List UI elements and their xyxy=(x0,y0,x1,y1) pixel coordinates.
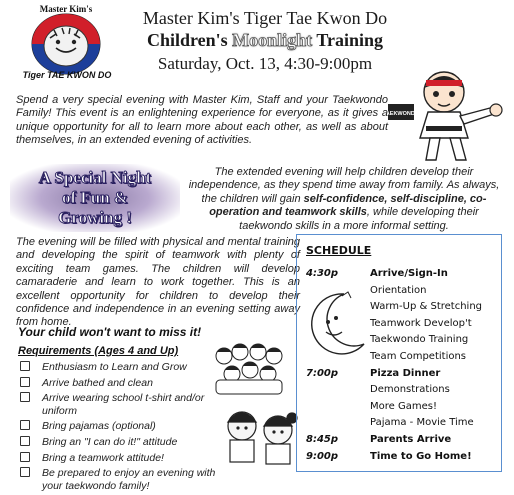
schedule-row xyxy=(306,401,496,415)
requirement-text: Bring an "I can do it!" attitude xyxy=(42,435,178,448)
requirement-item xyxy=(18,392,228,417)
header-school-name: Master Kim's Tiger Tae Kwon Do xyxy=(142,8,388,28)
checkbox-bullet-icon xyxy=(20,452,30,462)
title-post: Training xyxy=(312,30,384,50)
schedule-row xyxy=(306,368,496,382)
schedule-time: 4:30p xyxy=(306,268,339,279)
checkbox-bullet-icon xyxy=(20,467,30,477)
extended-pre: The extended evening will help children develop their independence, as they spend time away from family. As always, the children will gain xyxy=(188,166,500,205)
intro-paragraph: Spend a very special evening with Master Kim, Staff and your Taekwondo Family! This event is an enlightening experience for everyone, as it gives a unique opportunity for all to learn more about each other, as well as about themselves, in an extended evening of activities. xyxy=(16,94,388,147)
extended-paragraph xyxy=(186,166,502,233)
special-night-banner xyxy=(10,164,180,232)
checkbox-bullet-icon xyxy=(20,420,30,430)
header-event-title xyxy=(120,30,410,51)
checkbox-bullet-icon xyxy=(20,392,30,402)
checkbox-bullet-icon xyxy=(20,361,30,371)
title-pre: Children's xyxy=(146,30,233,50)
schedule-event: More Games! xyxy=(370,400,437,412)
schedule-event: Team Competitions xyxy=(370,351,467,362)
schedule-row xyxy=(306,318,496,332)
evening-paragraph: The evening will be filled with physical and mental training and developing the spirit of teamwork with plenty of exciting team games. The children will develop camaraderie and learn to work together. This is an excellent opportunity for children to develop their confidence and independence in an evening setting away from home. xyxy=(16,236,300,329)
schedule-time: 7:00p xyxy=(306,367,339,379)
schedule-title: SCHEDULE xyxy=(306,244,372,257)
schedule-row xyxy=(306,434,496,448)
banner-line-2: of Fun & xyxy=(61,188,129,207)
schedule-event: Parents Arrive xyxy=(370,434,452,445)
kids-group-icon xyxy=(210,340,288,396)
extended-post: , while developing their taekwondo skills in a more informal setting. xyxy=(239,206,479,232)
schedule-time: 9:00p xyxy=(306,450,339,462)
logo-top-text: Master Kim's xyxy=(39,4,93,14)
requirement-text: Bring a teamwork attitude! xyxy=(42,451,164,464)
requirement-item xyxy=(18,436,228,449)
requirement-item xyxy=(18,377,228,390)
requirements-title: Requirements (Ages 4 and Up) xyxy=(18,345,179,357)
schedule-row xyxy=(306,268,496,282)
schedule-row xyxy=(306,334,496,348)
schedule-row xyxy=(306,301,496,315)
schedule-event: Teamwork Develop't xyxy=(370,317,472,329)
checkbox-bullet-icon xyxy=(20,436,30,446)
schedule-event: Pizza Dinner xyxy=(370,367,441,379)
tagline: Your child won't want to miss it! xyxy=(18,325,202,339)
schedule-row xyxy=(306,351,496,365)
checkbox-bullet-icon xyxy=(20,377,30,387)
banner-line-3: Growing ! xyxy=(58,208,132,227)
schedule-event: Arrive/Sign-In xyxy=(370,268,448,279)
schedule-event: Pajama - Movie Time xyxy=(370,417,474,429)
schedule-row xyxy=(306,451,496,465)
schedule-event: Time to Go Home! xyxy=(370,450,472,462)
schedule-event: Orientation xyxy=(370,284,427,296)
schedule-row xyxy=(306,417,496,431)
schedule-event: Demonstrations xyxy=(370,384,450,396)
requirement-text: Arrive bathed and clean xyxy=(42,376,153,389)
schedule-time: 8:45p xyxy=(306,434,339,445)
requirement-text: Arrive wearing school t-shirt and/or uniform xyxy=(42,392,205,417)
title-moonlight: Moonlight xyxy=(232,30,313,50)
schedule-event: Taekwondo Training xyxy=(370,334,469,346)
extended-bold: self-confidence, self-discipline, co-operation and teamwork skills xyxy=(209,192,487,219)
requirement-text: Be prepared to enjoy an evening with your taekwondo family! xyxy=(42,467,216,492)
requirement-item xyxy=(18,452,228,465)
schedule-row xyxy=(306,285,496,299)
kid-badge-text: TAEKWONDO xyxy=(382,111,420,117)
header-date: Saturday, Oct. 13, 4:30-9:00pm xyxy=(157,54,373,73)
taekwondo-kid-icon xyxy=(380,64,508,164)
schedule-row xyxy=(306,384,496,398)
requirements-list xyxy=(18,361,228,495)
banner-line-1: A Special Night xyxy=(38,168,152,187)
kids-pair-icon xyxy=(214,404,304,472)
requirement-text: Bring pajamas (optional) xyxy=(42,420,156,433)
schedule-event: Warm-Up & Stretching xyxy=(370,301,483,313)
requirement-item xyxy=(18,467,228,492)
logo-bottom-text: Tiger TAE KWON DO xyxy=(22,70,112,80)
requirement-text: Enthusiasm to Learn and Grow xyxy=(42,361,187,373)
requirement-item xyxy=(18,420,228,433)
requirement-item xyxy=(18,361,228,374)
